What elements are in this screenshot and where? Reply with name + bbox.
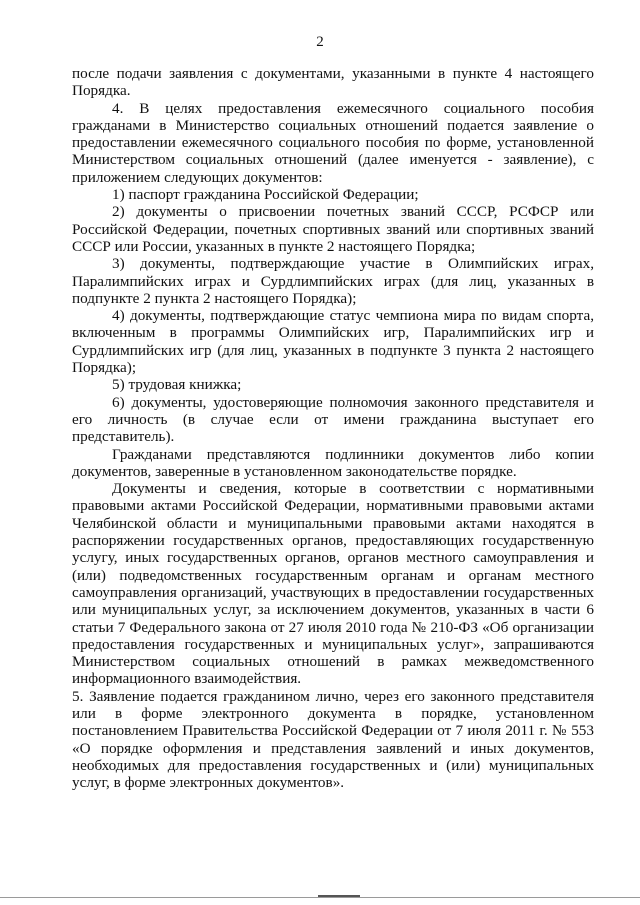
paragraph: 6) документы, удостоверяющие полномочия законного представителя и его личность (в случае если от имени гражданина выступает его представитель). [72, 393, 594, 446]
paragraph: после подачи заявления с документами, указанными в пункте 4 настоящего Порядка. [72, 65, 594, 100]
scan-mark [318, 895, 360, 897]
paragraph: 4. В целях предоставления ежемесячного социального пособия гражданами в Министерство социальных отношений подается заявление о предоставлении ежемесячного социального пособия по форме, установленной Министерством социальных отношений (далее именуется - заявление), с приложением следующих документов: [72, 99, 594, 186]
paragraph: Документы и сведения, которые в соответствии с нормативными правовыми актами Российской Федерации, нормативными правовыми актами Челябинской области и муниципальными правовыми актами находятся в распоряжении государственных органов, предоставляющих государственную услугу, иных государственных органов, органов местного самоуправления и (или) подведомственных государственным органам и органам местного самоуправления организаций, участвующих в предоставлении государственных или муниципальных услуг, за исключением документов, указанных в части 6 статьи 7 Федерального закона от 27 июля 2010 года № 210-ФЗ «Об организации предоставления государственных и муниципальных услуг», запрашиваются Министерством социальных отношений в рамках межведомственного информационного взаимодействия. [72, 480, 594, 688]
page-bottom-border [0, 897, 640, 898]
paragraph: 2) документы о присвоении почетных званий СССР, РСФСР или Российской Федерации, почетных спортивных званий или спортивных званий СССР или России, указанных в пункте 2 настоящего Порядка; [72, 203, 594, 255]
paragraph: Гражданами представляются подлинники документов либо копии документов, заверенные в установленном законодательстве порядке. [72, 445, 594, 480]
paragraph: 3) документы, подтверждающие участие в Олимпийских играх, Паралимпийских играх и Сурдлимпийских играх (для лиц, указанных в подпункте 2 пункта 2 настоящего Порядка); [72, 255, 594, 307]
paragraph: 5) трудовая книжка; [112, 376, 242, 394]
paragraph: 4) документы, подтверждающие статус чемпиона мира по видам спорта, включенным в программы Олимпийских игр, Паралимпийских игр и Сурдлимпийских игр (для лиц, указанных в подпункте 3 пункта 2 настоящего Порядка); [72, 307, 594, 377]
paragraph: 1) паспорт гражданина Российской Федерации; [112, 186, 419, 204]
page-number: 2 [316, 34, 324, 50]
document-body [72, 65, 594, 791]
paragraph: 5. Заявление подается гражданином лично, через его законного представителя или в форме электронного документа в порядке, установленном постановлением Правительства Российской Федерации от 7 июля 2011 г. № 553 «О порядке оформления и представления заявлений и иных документов, необходимых для предоставления государственных и (или) муниципальных услуг, в форме электронных документов». [72, 687, 594, 792]
